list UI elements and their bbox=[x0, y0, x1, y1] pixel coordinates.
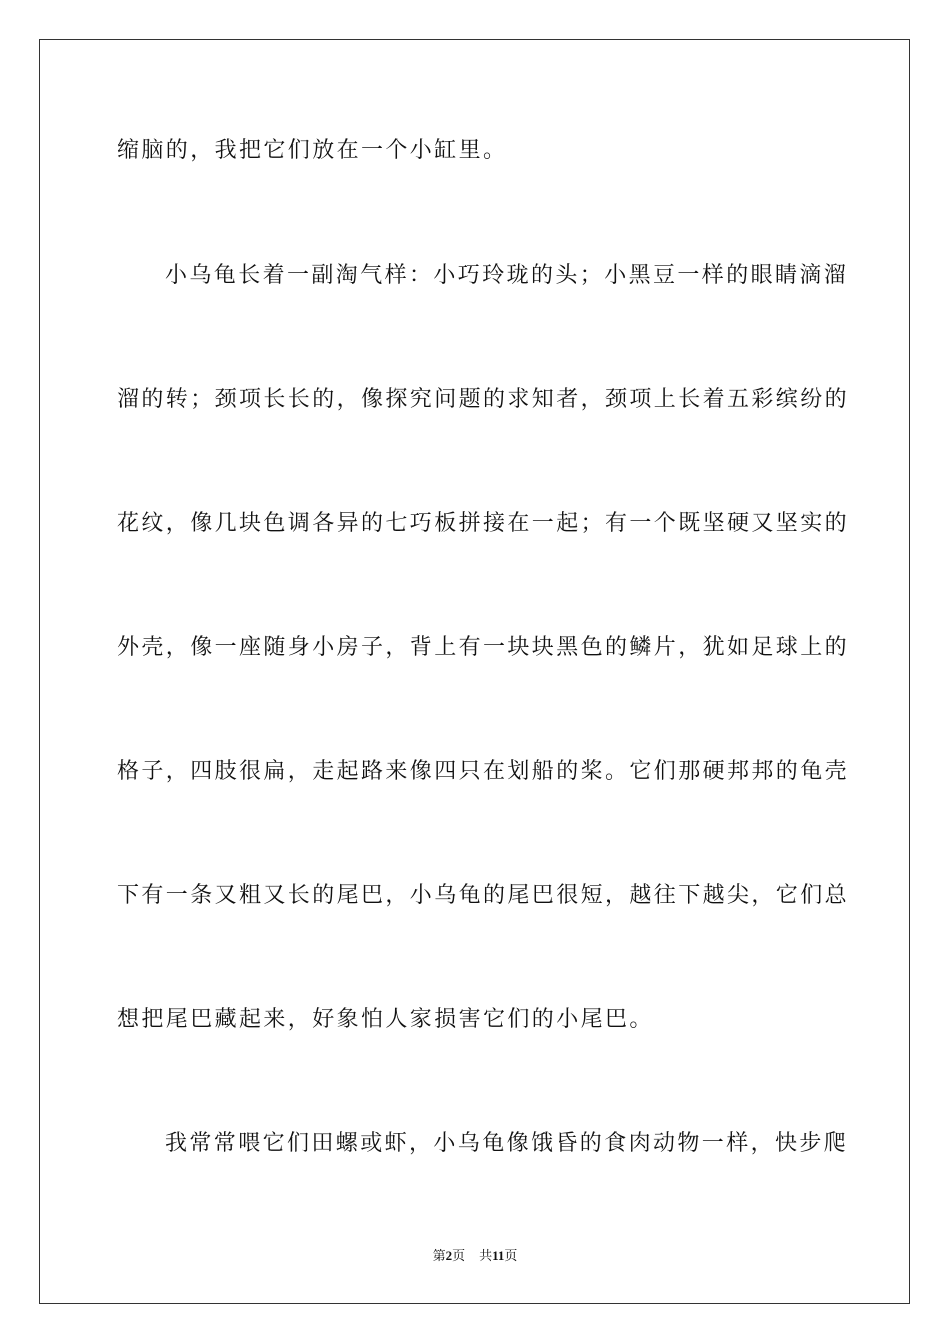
footer-page-number: 2 bbox=[445, 1248, 453, 1263]
page-footer bbox=[0, 1247, 950, 1266]
body-text-line: 缩脑的，我把它们放在一个小缸里。 bbox=[117, 138, 508, 163]
footer-total-pages: 11 bbox=[492, 1248, 505, 1263]
footer-total-suffix: 页 bbox=[504, 1249, 518, 1264]
page-border bbox=[39, 39, 910, 1304]
body-text-line: 格子，四肢很扁，走起路来像四只在划船的桨。它们那硬邦邦的龟壳 bbox=[117, 759, 850, 784]
footer-total-prefix: 共 bbox=[479, 1249, 493, 1264]
footer-page-prefix: 第 bbox=[432, 1249, 446, 1264]
body-text-line: 小乌龟长着一副淘气样：小巧玲珑的头；小黑豆一样的眼睛滴溜 bbox=[165, 263, 849, 288]
body-text-line: 溜的转；颈项长长的，像探究问题的求知者，颈项上长着五彩缤纷的 bbox=[117, 387, 850, 412]
body-text-line: 想把尾巴藏起来，好象怕人家损害它们的小尾巴。 bbox=[117, 1007, 654, 1032]
body-text-line: 我常常喂它们田螺或虾，小乌龟像饿昏的食肉动物一样，快步爬 bbox=[165, 1131, 849, 1156]
footer-page-suffix: 页 bbox=[452, 1249, 466, 1264]
body-text-line: 下有一条又粗又长的尾巴，小乌龟的尾巴很短，越往下越尖，它们总 bbox=[117, 883, 850, 908]
body-text-line: 外壳，像一座随身小房子，背上有一块块黑色的鳞片，犹如足球上的 bbox=[117, 635, 850, 660]
body-text-line: 花纹，像几块色调各异的七巧板拼接在一起；有一个既坚硬又坚实的 bbox=[117, 511, 850, 536]
